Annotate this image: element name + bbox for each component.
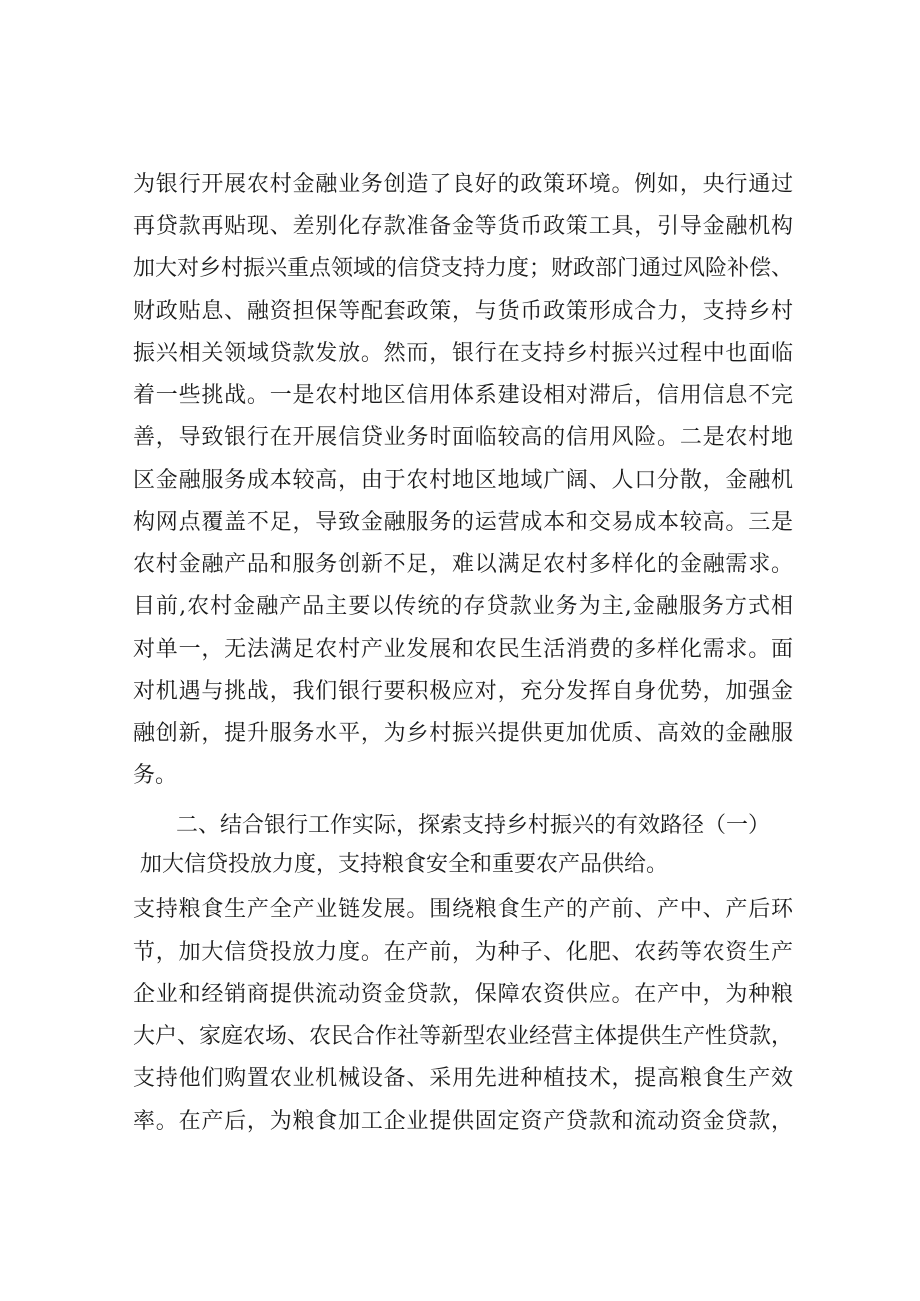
text-line: 对单一，无法满足农村产业发展和农民生活消费的多样化需求。面 <box>133 637 793 662</box>
text-line: 节，加大信贷投放力度。在产前，为种子、化肥、农药等农资生产 <box>133 940 793 965</box>
text-line: 财政贴息、融资担保等配套政策，与货币政策形成合力，支持乡村 <box>133 299 793 324</box>
text-line: 融创新，提升服务水平，为乡村振兴提供更加优质、高效的金融服 <box>133 721 793 746</box>
text-line: 构网点覆盖不足，导致金融服务的运营成本和交易成本较高。三是 <box>133 510 793 535</box>
text-line: 支持粮食生产全产业链发展。围绕粮食生产的产前、产中、产后环 <box>133 897 793 922</box>
text-line: 务。 <box>133 763 178 788</box>
text-line: 农村金融产品和服务创新不足，难以满足农村多样化的金融需求。 <box>133 552 793 577</box>
heading-line: 二、结合银行工作实际，探索支持乡村振兴的有效路径（一） <box>176 813 771 838</box>
text-line: 目前,农村金融产品主要以传统的存贷款业务为主,金融服务方式相 <box>133 594 793 619</box>
text-line: 企业和经销商提供流动资金贷款，保障农资供应。在产中，为种粮 <box>133 982 793 1007</box>
text-line: 再贷款再贴现、差别化存款准备金等货币政策工具，引导金融机构 <box>133 214 793 239</box>
text-line: 率。在产后，为粮食加工企业提供固定资产贷款和流动资金贷款， <box>133 1109 793 1134</box>
heading-line: 加大信贷投放力度，支持粮食安全和重要农产品供给。 <box>140 852 669 877</box>
text-line: 区金融服务成本较高，由于农村地区地域广阔、人口分散，金融机 <box>133 468 793 493</box>
text-line: 着一些挑战。一是农村地区信用体系建设相对滞后，信用信息不完 <box>133 383 793 408</box>
text-line: 对机遇与挑战，我们银行要积极应对，充分发挥自身优势，加强金 <box>133 679 793 704</box>
text-line: 振兴相关领域贷款发放。然而，银行在支持乡村振兴过程中也面临 <box>133 341 793 366</box>
text-line: 加大对乡村振兴重点领域的信贷支持力度；财政部门通过风险补偿、 <box>133 256 794 281</box>
text-line: 善，导致银行在开展信贷业务时面临较高的信用风险。二是农村地 <box>133 425 793 450</box>
text-line: 大户、家庭农场、农民合作社等新型农业经营主体提供生产性贷款， <box>133 1024 794 1049</box>
text-line: 支持他们购置农业机械设备、采用先进种植技术，提高粮食生产效 <box>133 1066 793 1091</box>
text-line: 为银行开展农村金融业务创造了良好的政策环境。例如，央行通过 <box>133 172 793 197</box>
